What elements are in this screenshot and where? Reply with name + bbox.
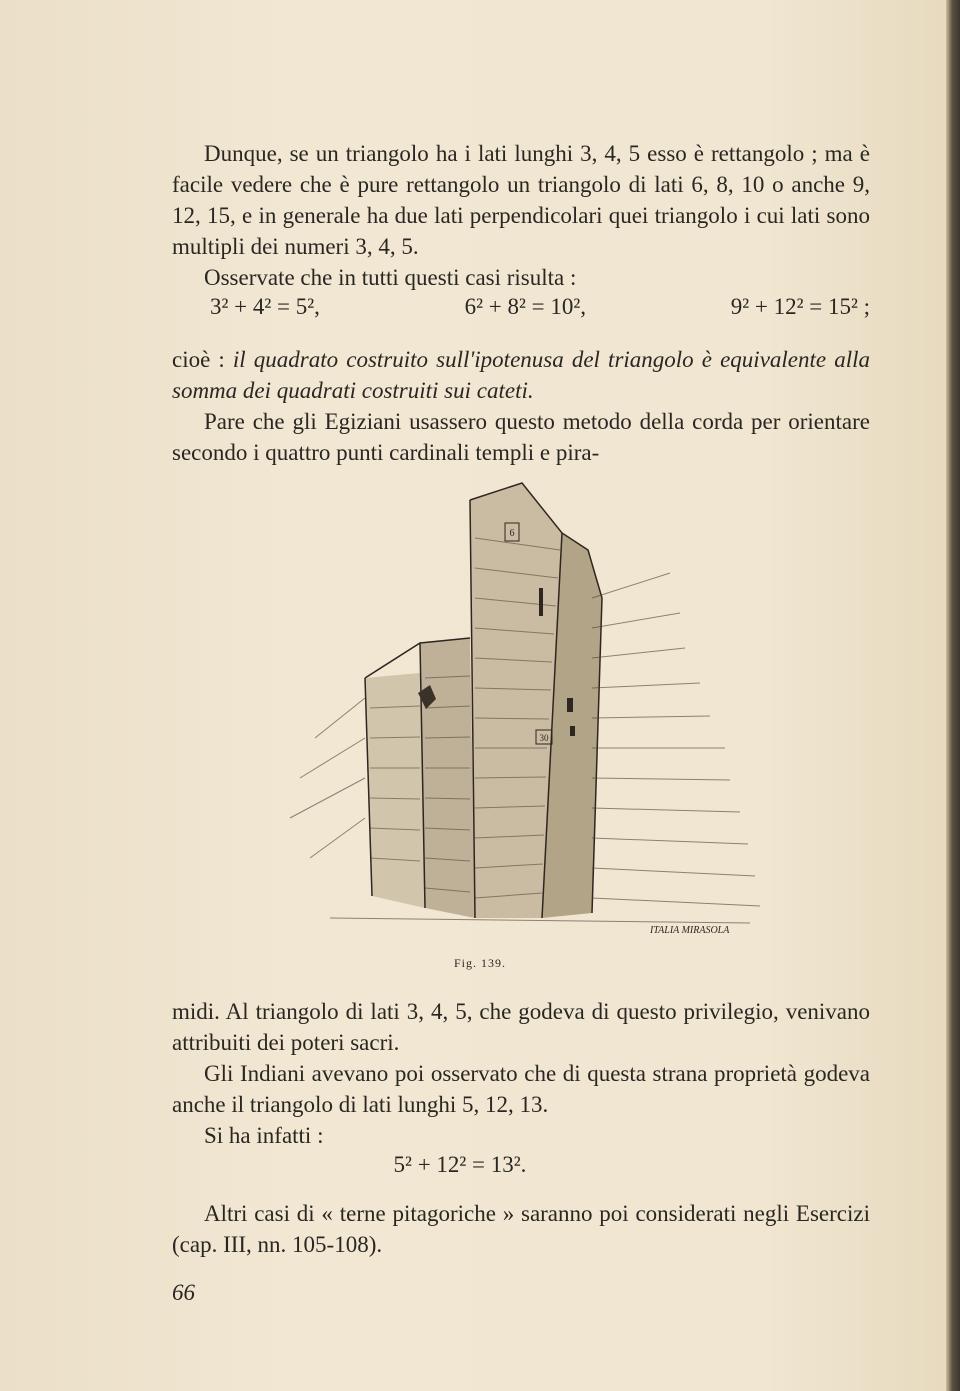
paragraph-3 [172,344,870,406]
theorem-statement: il quadrato costruito sull'ipotenusa del triangolo è equivalente alla somma dei quadrati costruiti sui cateti. [172,347,870,403]
figure-mark-30: 30 [539,733,549,743]
paragraph-6: Gli Indiani avevano poi osservato che di questa strana proprietà godeva anche il triangolo di lati lunghi 5, 12, 13. [172,1061,870,1117]
paragraph-8-block [172,1198,870,1260]
paragraph-3-lead: cioè : [172,347,225,372]
page-edge-shadow [946,0,960,1391]
paragraph-7: Si ha infatti : [204,1123,324,1148]
equation-pythagorean-5-12-13: 5² + 12² = 13². [393,1152,527,1177]
figure-signature: ITALIA MIRASOLA [650,925,730,936]
figure-mark-6: 6 [509,528,515,539]
paragraph-5-block [172,996,870,1151]
paragraph-8: Altri casi di « terne pitagoriche » saranno poi considerati negli Esercizi (cap. III, nn. 105-108). [172,1201,870,1257]
page-number: 66 [172,1280,195,1305]
equation-2: 6² + 8² = 10², [464,294,586,319]
equation-1: 3² + 4² = 5², [210,294,320,319]
paragraph-5: midi. Al triangolo di lati 3, 4, 5, che godeva di questo privilegio, venivano attribuiti dei poteri sacri. [172,999,870,1055]
paragraph-3-block [172,344,870,468]
paragraph-4: Pare che gli Egiziani usassero questo metodo della corda per orientare secondo i quattro punti cardinali templi e pira- [172,409,870,465]
paragraph-2: Osservate che in tutti questi casi risulta : [204,265,577,290]
figure-caption: Fig. 139. [453,956,506,970]
equation-3: 9² + 12² = 15² ; [730,294,870,319]
paragraph-1: Dunque, se un triangolo ha i lati lunghi 3, 4, 5 esso è rettangolo ; ma è facile vedere che è pure rettangolo un triangolo di lati 6, 8, 10 o anche 9, 12, 15, e in generale ha due lati perpendicolari quei triangolo i cui lati sono multipli dei numeri 3, 4, 5. [172,141,870,259]
figure-tower-illustration [270,478,770,938]
paragraph-1-block [172,138,870,293]
equations-row [210,294,870,320]
